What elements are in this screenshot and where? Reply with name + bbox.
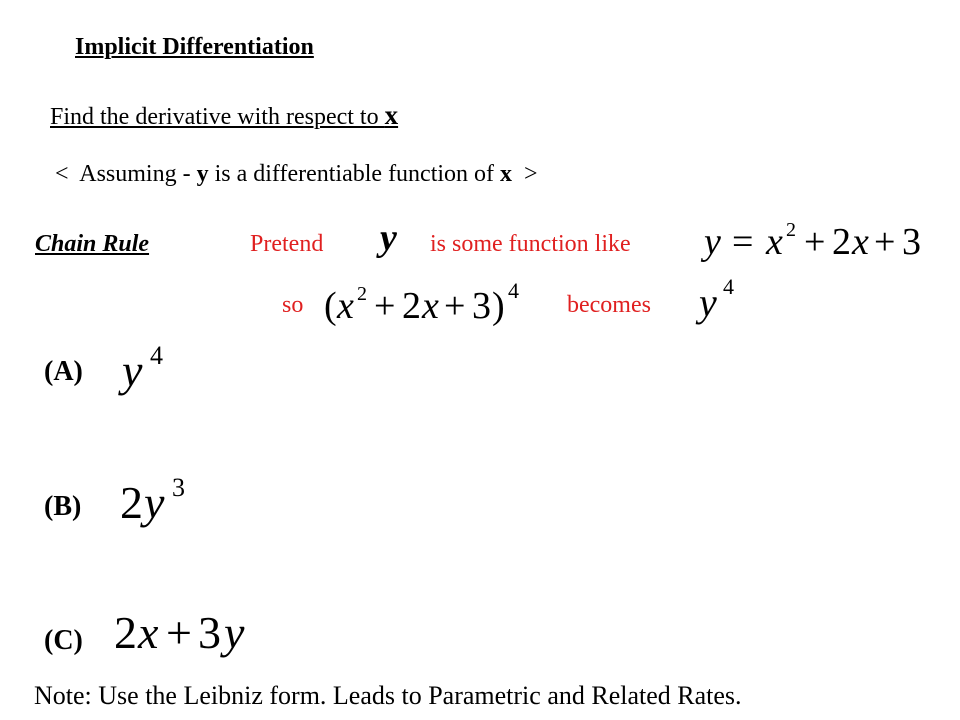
svg-text:(: ( <box>324 285 337 327</box>
option-c-expression <box>110 606 270 664</box>
svg-text:2: 2 <box>832 221 851 263</box>
instruction <box>50 100 398 131</box>
svg-text:x: x <box>422 285 439 327</box>
svg-text:+: + <box>804 221 826 263</box>
becomes-text: becomes <box>567 292 651 318</box>
svg-text:+: + <box>444 285 466 327</box>
svg-text:x: x <box>138 607 159 658</box>
option-a-expression <box>118 340 178 406</box>
svg-text:=: = <box>732 221 754 263</box>
chain-rule-label: Chain Rule <box>35 231 150 257</box>
instruction-text: Find the derivative with respect to <box>50 104 385 130</box>
svg-text:y: y <box>144 477 165 528</box>
option-a-label: (A) <box>44 356 83 387</box>
svg-text:4: 4 <box>508 278 519 303</box>
svg-text:4: 4 <box>723 274 734 299</box>
svg-text:+: + <box>374 285 396 327</box>
instruction-variable: x <box>384 100 399 130</box>
svg-text:3: 3 <box>198 607 221 658</box>
so-text: so <box>282 292 304 318</box>
svg-text:3: 3 <box>172 473 185 502</box>
svg-text:y: y <box>122 345 143 396</box>
option-b-label: (B) <box>44 491 82 522</box>
svg-text:2: 2 <box>786 219 796 241</box>
assumption-text-1: Assuming - <box>79 161 197 187</box>
assumption-line <box>55 161 538 188</box>
svg-text:x: x <box>766 221 783 263</box>
equation-y-definition <box>700 218 930 266</box>
is-some-function-text: is some function like <box>430 231 631 257</box>
svg-text:2: 2 <box>120 477 143 528</box>
svg-text:2: 2 <box>114 607 137 658</box>
svg-text:2: 2 <box>402 285 421 327</box>
pretend-text: Pretend <box>250 231 324 257</box>
assumption-y: y <box>196 161 209 187</box>
svg-text:y: y <box>704 221 721 263</box>
svg-text:3: 3 <box>902 221 921 263</box>
svg-text:4: 4 <box>150 341 163 370</box>
assumption-x: x <box>500 161 513 187</box>
assumption-text-2: is a differentiable function of <box>208 161 501 187</box>
footer-note: Note: Use the Leibniz form. Leads to Parametric and Related Rates. <box>34 681 742 710</box>
svg-text:x: x <box>852 221 869 263</box>
equation-composite <box>322 278 554 328</box>
page-title: Implicit Differentiation <box>75 34 314 60</box>
equation-y4-small <box>695 270 745 330</box>
assumption-close: > <box>524 161 538 187</box>
svg-text:+: + <box>166 607 192 658</box>
assumption-open: < <box>55 161 69 187</box>
svg-text:+: + <box>874 221 896 263</box>
svg-text:2: 2 <box>357 283 367 305</box>
option-b-expression <box>116 472 196 538</box>
svg-text:x: x <box>337 285 354 327</box>
svg-text:3: 3 <box>472 285 491 327</box>
svg-text:y: y <box>699 280 717 325</box>
svg-text:): ) <box>492 285 505 327</box>
svg-text:y: y <box>224 607 245 658</box>
big-y: y <box>380 217 397 259</box>
option-c-label: (C) <box>44 625 83 656</box>
